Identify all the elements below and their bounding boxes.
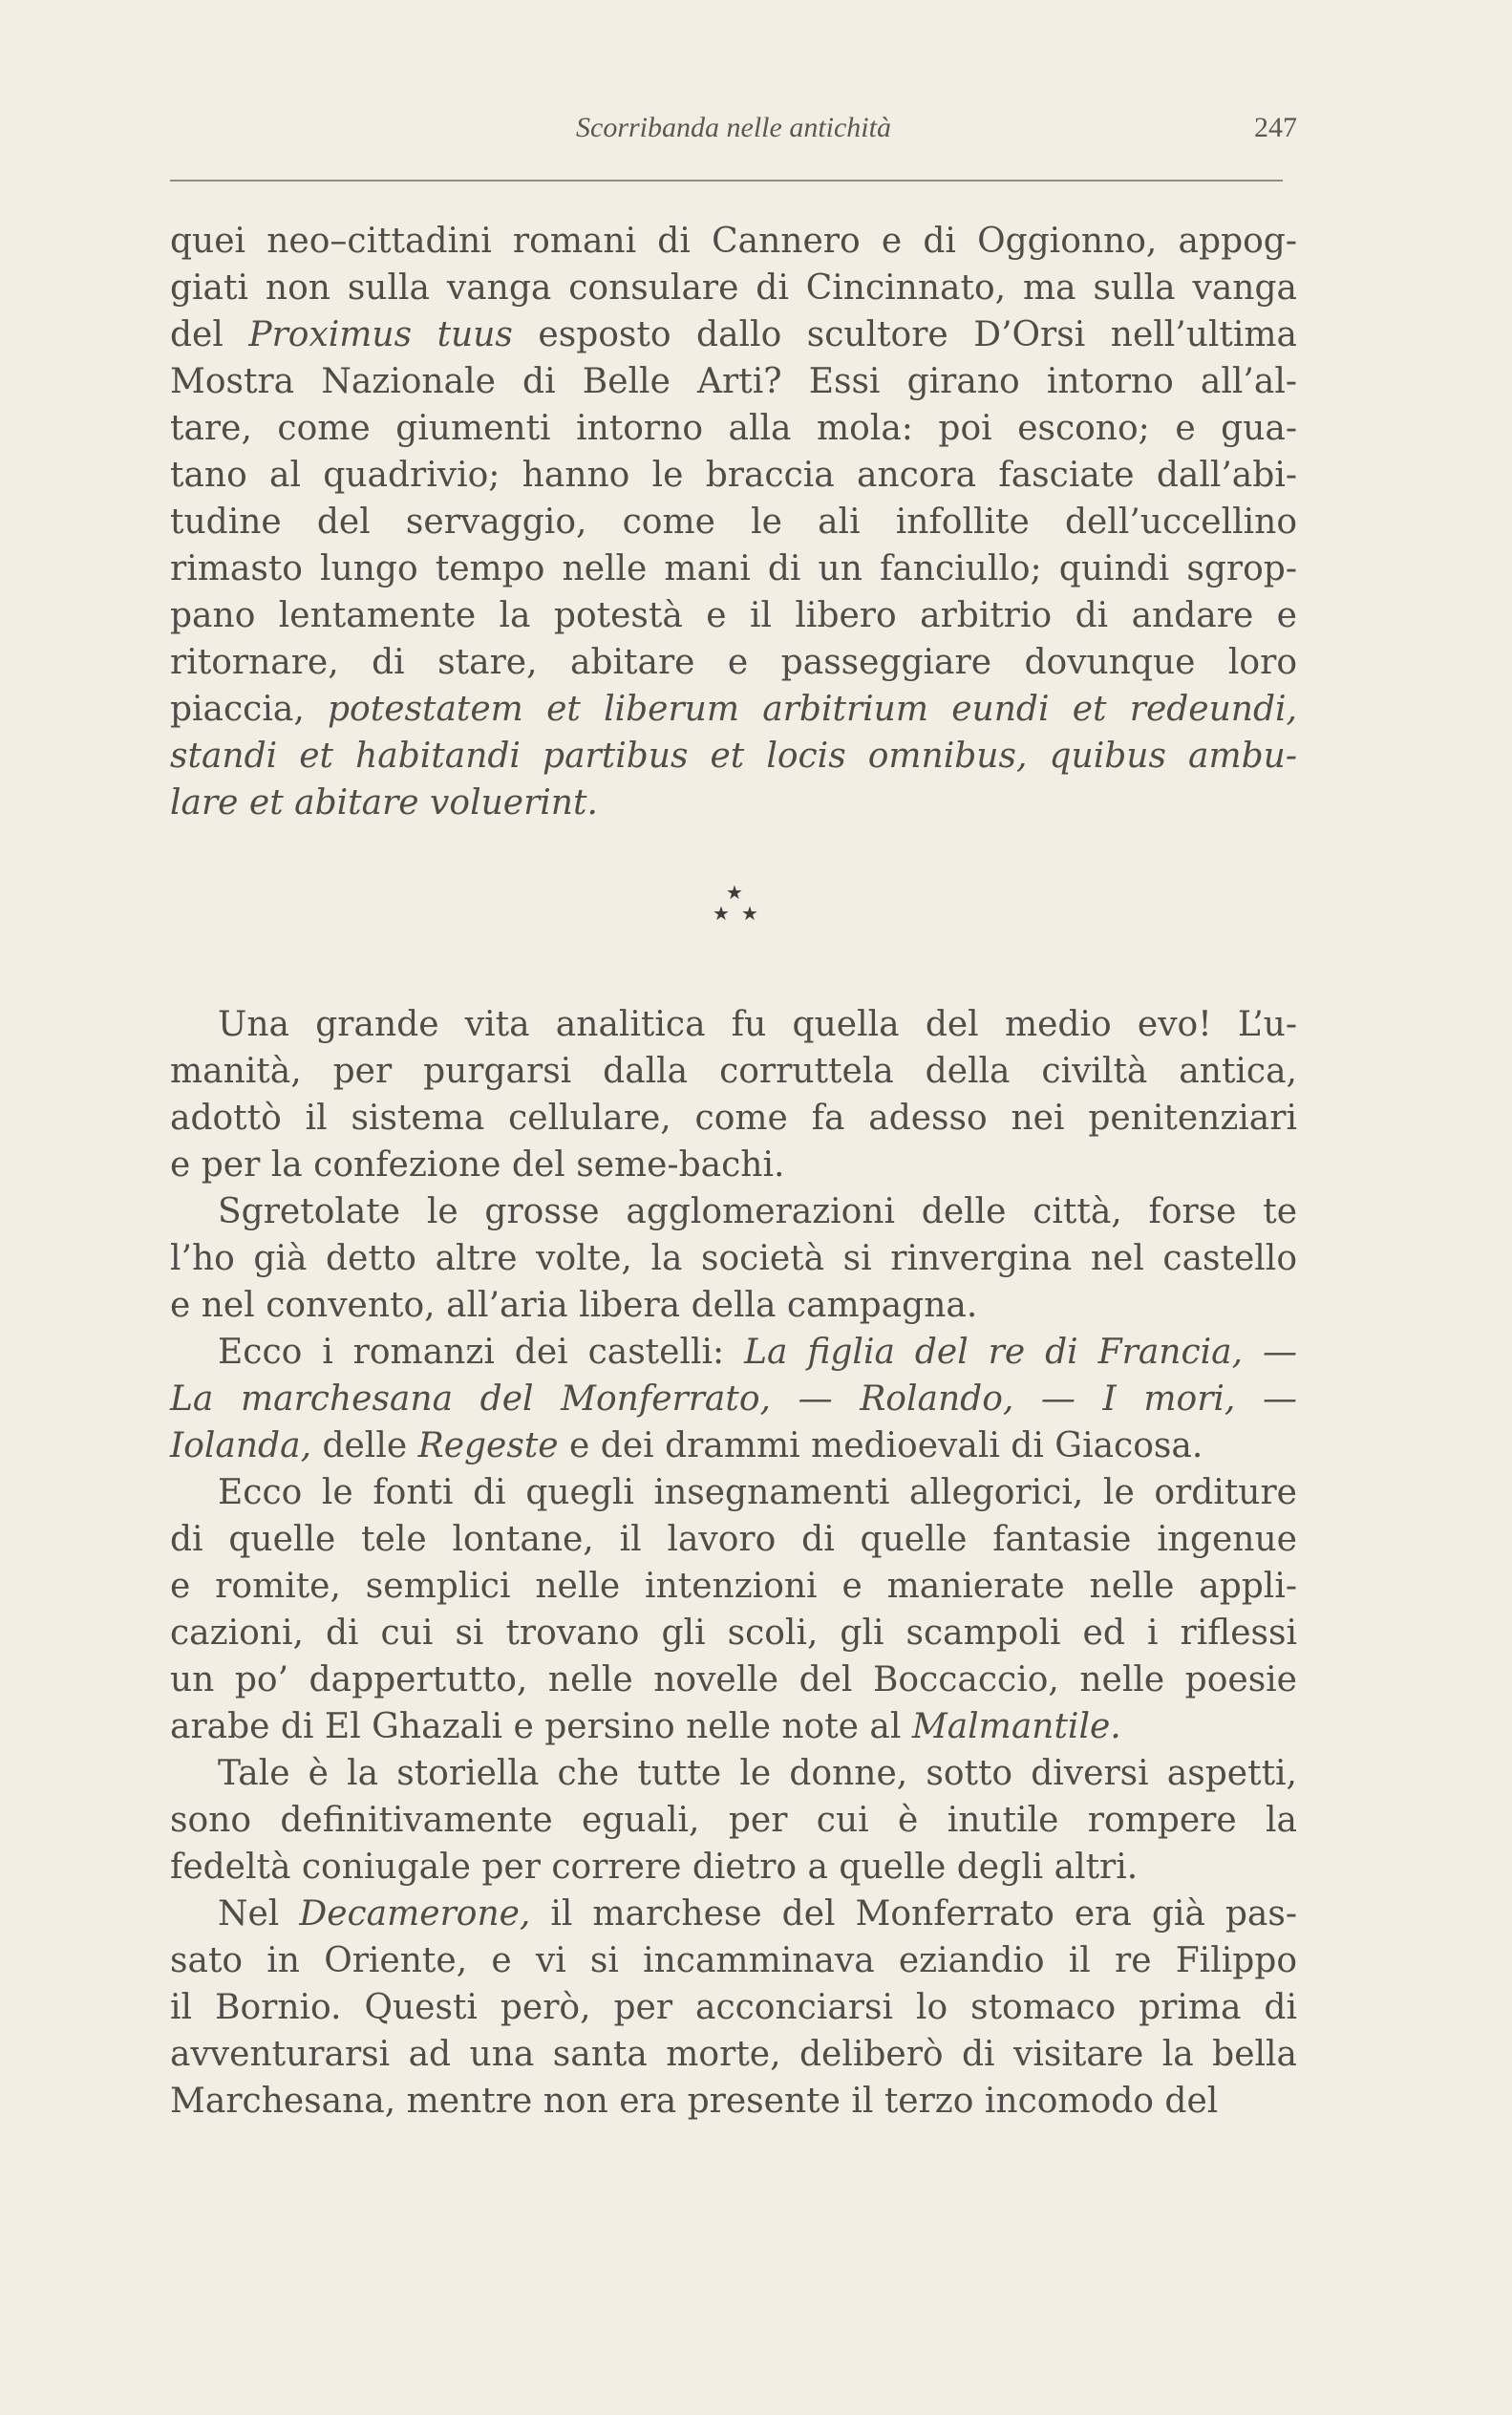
- text-line: [170, 780, 1297, 826]
- asterism-star-icon: ★: [713, 902, 730, 925]
- section-break-asterism: [669, 881, 802, 938]
- text-line: [170, 1891, 1297, 1937]
- text-segment: quei neo–cittadini romani di Cannero e di Oggionno, appog-: [170, 222, 1297, 261]
- text-segment: Marchesana, mentre non era presente il terzo incomodo del: [170, 2082, 1219, 2121]
- text-segment: Ecco i romanzi dei castelli:: [218, 1333, 745, 1372]
- text-line: [170, 2078, 1297, 2125]
- italic-text: Regeste: [417, 1426, 559, 1465]
- text-line: [170, 311, 1297, 358]
- text-segment: Nel: [218, 1894, 300, 1934]
- text-segment: pano lentamente la potestà e il libero arbitrio di andare e: [170, 596, 1297, 635]
- italic-text: Iolanda,: [170, 1426, 312, 1465]
- text-line: [170, 1937, 1297, 1984]
- text-line: [170, 452, 1297, 499]
- page-header: [170, 112, 1297, 150]
- asterism-star-icon: ★: [741, 902, 758, 925]
- text-line: [170, 358, 1297, 405]
- text-segment: esposto dallo scultore D’Orsi nell’ultima: [512, 315, 1297, 354]
- text-segment: fedeltà coniugale per correre dietro a quelle degli altri.: [170, 1848, 1139, 1887]
- text-segment: manità, per purgarsi dalla corruttela della civiltà antica,: [170, 1052, 1297, 1091]
- text-segment: piaccia,: [170, 690, 329, 729]
- text-line: [170, 1516, 1297, 1563]
- text-segment: arabe di El Ghazali e persino nelle note al: [170, 1707, 912, 1746]
- text-line: [170, 1656, 1297, 1703]
- running-title: Scorribanda nelle antichità: [576, 112, 891, 143]
- text-line: [170, 1095, 1297, 1142]
- text-line: [170, 218, 1297, 265]
- text-segment: delle: [311, 1426, 418, 1465]
- text-segment: di quelle tele lontane, il lavoro di quelle fantasie ingenue: [170, 1520, 1297, 1559]
- text-line: [170, 1048, 1297, 1095]
- text-segment: adottò il sistema cellulare, come fa adesso nei penitenziari: [170, 1099, 1297, 1138]
- text-line: [170, 545, 1297, 592]
- text-segment: e nel convento, all’aria libera della campagna.: [170, 1286, 978, 1325]
- italic-text: La figlia del re di Francia, —: [744, 1333, 1297, 1372]
- text-segment: Tale è la storiella che tutte le donne, sotto diversi aspetti,: [218, 1754, 1297, 1793]
- text-segment: avventurarsi ad una santa morte, deliberò di visitare la bella: [170, 2035, 1297, 2074]
- bottom-paragraphs: [170, 1001, 1297, 2125]
- text-line: [170, 733, 1297, 780]
- text-line: [170, 1376, 1297, 1422]
- italic-text: Decamerone,: [299, 1894, 531, 1934]
- text-line: [170, 1329, 1297, 1376]
- text-line: [170, 1750, 1297, 1797]
- italic-text: standi et habitandi partibus et locis omnibus, quibus ambu-: [170, 737, 1297, 776]
- text-line: [170, 1984, 1297, 2031]
- italic-text: Proximus tuus: [248, 315, 513, 354]
- text-line: [170, 1282, 1297, 1329]
- top-paragraph: [170, 218, 1297, 826]
- text-line: [170, 1469, 1297, 1516]
- text-line: [170, 592, 1297, 639]
- text-line: [170, 686, 1297, 733]
- text-segment: Ecco le fonti di quegli insegnamenti allegorici, le orditure: [218, 1473, 1297, 1512]
- text-segment: sono definitivamente eguali, per cui è inutile rompere la: [170, 1801, 1297, 1840]
- text-line: [170, 1142, 1297, 1188]
- text-segment: tudine del servaggio, come le ali infollite dell’uccellino: [170, 502, 1297, 542]
- text-segment: del: [170, 315, 249, 354]
- header-rule: [170, 180, 1283, 182]
- text-line: [170, 639, 1297, 686]
- text-segment: il Bornio. Questi però, per acconciarsi lo stomaco prima di: [170, 1988, 1297, 2027]
- text-line: [170, 1610, 1297, 1656]
- text-segment: tano al quadrivio; hanno le braccia ancora fasciate dall’abi-: [170, 456, 1297, 495]
- text-line: [170, 1703, 1297, 1750]
- text-segment: sato in Oriente, e vi si incamminava eziandio il re Filippo: [170, 1941, 1297, 1980]
- italic-text: Malmantile.: [911, 1707, 1121, 1746]
- text-segment: il marchese del Monferrato era già pas-: [530, 1894, 1298, 1934]
- text-segment: tare, come giumenti intorno alla mola: poi escono; e gua-: [170, 409, 1297, 448]
- text-segment: un po’ dappertutto, nelle novelle del Boccaccio, nelle poesie: [170, 1660, 1297, 1699]
- text-segment: cazioni, di cui si trovano gli scoli, gli scampoli ed i riflessi: [170, 1614, 1297, 1653]
- italic-text: lare et abitare voluerint.: [170, 783, 598, 823]
- text-line: [170, 405, 1297, 452]
- italic-text: La marchesana del Monferrato, — Rolando, — I mori, —: [170, 1379, 1297, 1419]
- text-line: [170, 1797, 1297, 1844]
- text-segment: Sgretolate le grosse agglomerazioni delle città, forse te: [218, 1192, 1297, 1231]
- text-segment: giati non sulla vanga consulare di Cincinnato, ma sulla vanga: [170, 268, 1297, 308]
- page-number: 247: [1254, 112, 1297, 143]
- text-line: [170, 1844, 1297, 1891]
- text-line: [170, 1422, 1297, 1469]
- text-segment: e dei drammi medioevali di Giacosa.: [558, 1426, 1203, 1465]
- text-segment: Una grande vita analitica fu quella del medio evo! L’u-: [218, 1005, 1297, 1044]
- text-line: [170, 1235, 1297, 1282]
- text-segment: e romite, semplici nelle intenzioni e manierate nelle appli-: [170, 1567, 1297, 1606]
- text-segment: l’ho già detto altre volte, la società si rinvergina nel castello: [170, 1239, 1297, 1278]
- text-segment: Mostra Nazionale di Belle Arti? Essi girano intorno all’al-: [170, 362, 1297, 401]
- text-line: [170, 2031, 1297, 2078]
- text-line: [170, 1563, 1297, 1610]
- text-line: [170, 1188, 1297, 1235]
- text-segment: rimasto lungo tempo nelle mani di un fanciullo; quindi sgrop-: [170, 549, 1297, 588]
- text-segment: e per la confezione del seme-bachi.: [170, 1145, 785, 1185]
- asterism-star-icon: ★: [726, 881, 743, 904]
- text-line: [170, 265, 1297, 311]
- italic-text: potestatem et liberum arbitrium eundi et redeundi,: [328, 690, 1297, 729]
- text-segment: ritornare, di stare, abitare e passeggiare dovunque loro: [170, 643, 1297, 682]
- text-line: [170, 499, 1297, 545]
- text-line: [170, 1001, 1297, 1048]
